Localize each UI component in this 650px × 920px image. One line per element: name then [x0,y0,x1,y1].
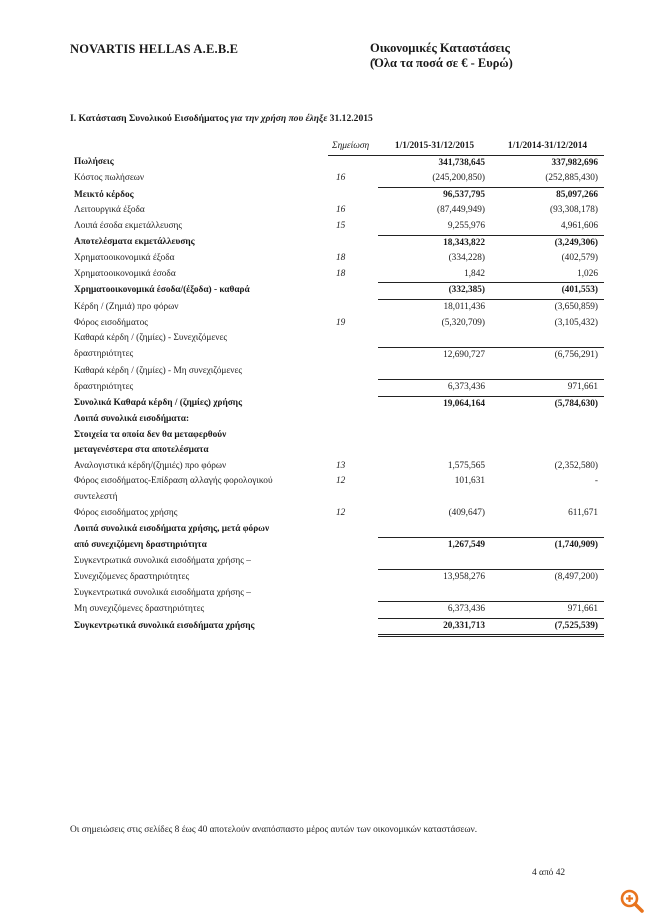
row-label: Φόρος εισοδήματος χρήσης [74,507,178,518]
row-note [328,363,378,379]
row-note [328,570,378,586]
row-value-2015: 1,575,565 [447,460,485,471]
row-label: Αποτελέσματα εκμετάλλευσης [74,237,195,248]
row-value-2015: (87,449,949) [436,205,485,216]
row-note: 15 [336,221,346,232]
row-value-2014: 1,026 [577,268,598,279]
row-label: Λοιπά συνολικά εισοδήματα: [74,414,190,425]
row-value-2015: (409,647) [448,507,485,518]
row-value-2014: - [594,476,598,487]
row-value-2014: 971,661 [491,602,604,619]
row-value-2014 [491,490,604,506]
row-label: δραστηριότητες [74,349,134,360]
row-value-2015: (334,228) [448,253,485,264]
row-label: Καθαρά κέρδη / (ζημίες) - Μη συνεχιζόμενες [74,365,243,376]
row-value-2014: (252,885,430) [545,173,598,184]
row-value-2014: (2,352,580) [554,460,598,471]
row-label: Μη συνεχιζόμενες δραστηριότητες [74,604,205,615]
row-value-2015: 1,267,549 [378,537,491,553]
row-note [328,187,378,203]
row-value-2015 [378,412,491,428]
row-value-2014: (3,105,432) [554,317,598,328]
table-row [70,586,604,602]
table-row [70,283,604,300]
row-note: 16 [336,205,346,216]
table-row [70,396,604,412]
table-row [70,521,604,537]
row-value-2015: 13,958,276 [378,570,491,586]
row-value-2015: (245,200,850) [432,173,485,184]
row-value-2014: (3,650,859) [491,299,604,315]
row-note [328,428,378,444]
row-value-2015 [378,553,491,569]
row-label: Λειτουργικά έξοδα [74,205,145,216]
row-label: Συνολικά Καθαρά κέρδη / (ζημίες) χρήσης [74,398,243,409]
row-value-2015 [378,521,491,537]
table-row [70,570,604,586]
row-value-2014: 611,671 [568,507,598,518]
row-value-2014 [491,412,604,428]
row-value-2015: 6,373,436 [378,379,491,396]
row-note [328,412,378,428]
document-header [370,41,513,71]
table-row [70,553,604,569]
row-label: Συνεχιζόμενες δραστηριότητες [74,571,190,582]
table-body [70,155,604,636]
row-note: 16 [336,173,346,184]
row-note [328,283,378,300]
row-note [328,553,378,569]
row-label: μεταγενέστερα στα αποτελέσματα [74,445,209,456]
row-note [328,347,378,363]
row-label: Κέρδη / (Ζημιά) προ φόρων [74,301,179,312]
zoom-in-icon [618,887,646,915]
table-row [70,251,604,267]
row-value-2014: (402,579) [561,253,598,264]
table-row [70,412,604,428]
row-value-2015: 101,631 [454,476,485,487]
table-row [70,187,604,203]
row-label: Φόρος εισοδήματος [74,317,148,328]
row-note [328,521,378,537]
header-note: Σημείωση [328,139,378,155]
table-row [70,443,604,459]
row-value-2015 [378,586,491,602]
row-note: 18 [336,253,346,264]
row-note [328,618,378,636]
document-subtitle: (Όλα τα ποσά σε € - Ευρώ) [370,56,513,70]
row-label: Καθαρά κέρδη / (ζημίες) - Συνεχιζόμενες [74,333,228,344]
row-label: Χρηματοοικονομικά έσοδα/(έξοδα) - καθαρά [74,285,250,296]
row-label: από συνεχιζόμενη δραστηριότητα [74,539,207,550]
row-label: Συγκεντρωτικά συνολικά εισοδήματα χρήσης – [74,587,251,598]
row-value-2014: (93,308,178) [549,205,598,216]
row-label: Κόστος πωλήσεων [74,173,145,184]
row-value-2014: (3,249,306) [491,235,604,251]
row-note [328,235,378,251]
row-value-2015: 96,537,795 [378,187,491,203]
table-header-row [70,139,604,155]
row-value-2015: 18,011,436 [378,299,491,315]
row-value-2014 [491,521,604,537]
row-value-2014: (401,553) [491,283,604,300]
row-note: 12 [336,476,346,487]
row-value-2015: 20,331,713 [378,618,491,636]
row-note [328,602,378,619]
table-row [70,618,604,636]
table-row [70,363,604,379]
row-label: Φόρος εισοδήματος-Επίδραση αλλαγής φορολογικού [74,476,273,487]
footnote: Οι σημειώσεις στις σελίδες 8 έως 40 αποτελούν αναπόσπαστο μέρος αυτών των οικονομικών καταστάσεων. [70,825,478,835]
row-label: Λοιπά συνολικά εισοδήματα χρήσης, μετά φόρων [74,523,270,534]
row-value-2015 [378,363,491,379]
section-title-italic: για την χρήση που έληξε [228,113,330,124]
row-value-2015: 341,738,645 [438,157,485,168]
row-note: 18 [336,269,346,279]
table-row [70,171,604,187]
table-row [70,347,604,363]
row-label: Συγκεντρωτικά συνολικά εισοδήματα χρήσης [74,621,255,632]
page-number: 4 από 42 [532,868,566,878]
row-value-2015: 9,255,976 [447,220,485,231]
row-label: Στοιχεία τα οποία δεν θα μεταφερθούν [74,429,227,440]
zoom-button[interactable] [618,887,646,915]
row-note: 19 [336,317,346,328]
row-note: 13 [336,460,346,471]
row-label: Χρηματοοικονομικά έσοδα [74,269,176,279]
table-row [70,506,604,522]
row-value-2015 [378,443,491,459]
row-value-2015: 18,343,822 [378,235,491,251]
table-row [70,459,604,475]
table-row [70,490,604,506]
row-label: Αναλογιστικά κέρδη/(ζημιές) προ φόρων [74,460,227,471]
table-row [70,316,604,332]
income-statement-table [70,139,604,637]
row-value-2014 [491,586,604,602]
row-value-2015 [378,428,491,444]
table-row [70,474,604,490]
row-value-2014 [491,443,604,459]
row-note [328,155,378,171]
table-row [70,235,604,251]
row-label: Λοιπά έσοδα εκμετάλλευσης [74,221,183,232]
row-value-2014 [491,428,604,444]
row-note [328,537,378,553]
table-row [70,203,604,219]
row-value-2015: 19,064,164 [378,396,491,412]
section-title [70,113,373,124]
row-note [328,586,378,602]
header-label-cell [70,139,328,155]
row-value-2015: (332,385) [378,283,491,300]
row-note [328,331,378,347]
row-label: δραστηριότητες [74,381,134,392]
row-value-2014: (8,497,200) [491,570,604,586]
row-value-2015 [378,331,491,347]
company-name: NOVARTIS HELLAS A.E.B.E [70,42,239,56]
header-year-2014: 1/1/2014-31/12/2014 [491,139,604,155]
row-value-2014: (1,740,909) [491,537,604,553]
row-label: Μεικτό κέρδος [74,189,134,200]
row-note [328,443,378,459]
row-value-2015: 12,690,727 [378,347,491,363]
row-label: Χρηματοοικονομικά έξοδα [74,253,175,264]
row-label: συντελεστή [74,492,118,503]
row-value-2014: (6,756,291) [491,347,604,363]
section-title-prefix: I. [70,113,79,124]
document-title: Οικονομικές Καταστάσεις [370,41,510,55]
row-note [328,379,378,396]
table-row [70,428,604,444]
row-value-2015: 1,842 [464,268,485,279]
header-year-2015: 1/1/2015-31/12/2015 [378,139,491,155]
row-value-2015 [378,490,491,506]
table-row [70,602,604,619]
row-value-2014 [491,363,604,379]
table-row [70,267,604,283]
row-label: Πωλήσεις [74,157,114,168]
row-value-2014 [491,553,604,569]
table-row [70,379,604,396]
row-value-2014 [491,331,604,347]
row-value-2014: 4,961,606 [560,220,598,231]
table-row [70,299,604,315]
section-title-bold: Κατάσταση Συνολικού Εισοδήματος [78,113,229,124]
row-label: Συγκεντρωτικά συνολικά εισοδήματα χρήσης – [74,555,251,566]
row-value-2015: 6,373,436 [378,602,491,619]
row-note [328,490,378,506]
row-value-2014: 971,661 [491,379,604,396]
table-row [70,331,604,347]
table-row [70,537,604,553]
row-note [328,299,378,315]
section-title-date: 31.12.2015 [329,113,373,124]
row-value-2014: 85,097,266 [491,187,604,203]
row-note [328,396,378,412]
row-value-2014: (7,525,539) [491,618,604,636]
row-value-2015: (5,320,709) [441,317,485,328]
row-note: 12 [336,507,346,518]
row-value-2014: (5,784,630) [491,396,604,412]
table-row [70,219,604,235]
table-row [70,155,604,171]
row-value-2014: 337,982,696 [551,157,598,168]
